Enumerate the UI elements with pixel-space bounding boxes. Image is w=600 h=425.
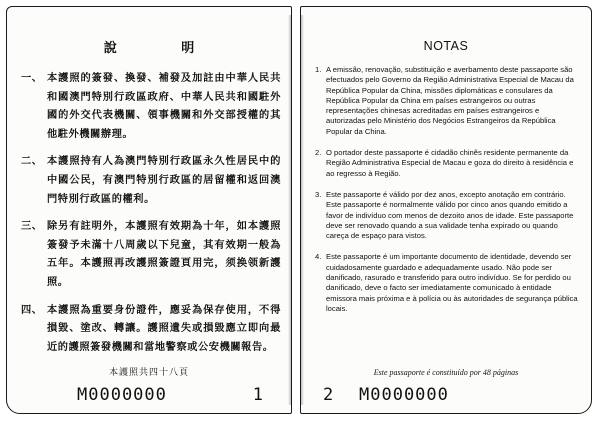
portuguese-note-3 [315,190,579,241]
left-passport-page [6,6,292,414]
page-number-right: 2 [323,385,334,405]
chinese-note-3 [21,217,281,291]
chinese-note-text: 本護照為重要身份證件，應妥為保存使用，不得損毀、塗改、轉讓。護照遺失或損毀應立即向最近的護照簽發機關和當地警察或公安機關報告。 [47,303,281,353]
chinese-note-4 [21,301,281,357]
portuguese-page-count: Este passaporte é constituído por 48 páginas [373,368,519,377]
portuguese-note-text: Este passaporte é válido por dez anos, excepto anotação em contrário. Este passaporte é normalmente válido por cinco anos quando emitido a favor de indivíduo com menos de dezoito anos de idade. Este passaporte deve ser renovado quando a sua validade tenha expirado ou quando careça de espaço para vistos. [326,189,574,241]
chinese-note-1 [21,69,281,143]
page-number-left: 1 [252,385,263,405]
chinese-note-text: 除另有註明外，本護照有效期為十年，如本護照簽發予未滿十八周歲以下兒童，其有效期一般為五年。本護照再改護照簽證頁用完，须换领新護照。 [47,220,281,288]
right-passport-page [300,6,592,414]
portuguese-note-4 [315,252,579,314]
portuguese-note-1 [315,65,579,137]
spine-shadow-left [288,15,291,405]
portuguese-note-number: 2. [315,148,322,158]
passport-serial-number-left: M0000000 [77,385,167,405]
chinese-note-text: 本護照持有人為澳門特別行政區永久性居民中的中國公民，有澳門特別行政區的居留權和返回澳門特別行政區的權利。 [47,155,281,205]
portuguese-note-number: 4. [315,252,322,262]
chinese-title: 說 明 [103,41,225,56]
chinese-note-number: 四、 [21,303,43,316]
chinese-note-number: 二、 [21,155,43,168]
chinese-note-2 [21,152,281,208]
portuguese-note-2 [315,148,579,179]
spine-shadow-right [301,15,304,405]
chinese-page-count: 本護照共四十八頁 [108,368,189,378]
portuguese-note-number: 3. [315,189,322,199]
portuguese-note-number: 1. [315,65,322,74]
chinese-note-number: 一、 [21,72,43,84]
portuguese-note-text: Este passaporte é um importante documento de identidade, devendo ser cuidadosamente guardado e adequadamente usado. Não pode ser danificado, rasurado e transferido para outro indivíduo. Se for perdido ou danificado, deve o facto ser imediatamente comunicado à entidade emissora mais próxima e à polícia ou às autoridades de segurança pública locais. [326,252,578,313]
chinese-note-text: 本護照的簽發、換發、補發及加註由中華人民共和國澳門特別行政區政府、中華人民共和國駐外國的外交代表機關、領事機關和外交部授權的其他駐外機關辦理。 [47,72,281,140]
portuguese-note-text: A emissão, renovação, substituição e averbamento deste passaporte são efectuados pelo Governo da Região Administrativa Especial de Macau da República Popular da China, missões diplomáticas e consulares da República Popular da China em países estrangeiros ou outras representações chinesas acreditadas em países estrangeiros e autorizadas pelo Ministério dos Negócios Estrangeiros da República Popular da China. [326,65,574,136]
chinese-notes-list [21,69,281,365]
portuguese-note-text: O portador deste passaporte é cidadão chinês residente permanente da Região Administrativa Especial de Macau e goza do direito à residência e ao regresso à Região. [326,148,574,178]
portuguese-notes-list [315,65,579,325]
portuguese-title: NOTAS [423,39,469,53]
passport-serial-number-right: M0000000 [359,385,449,405]
chinese-note-number: 三、 [21,220,43,233]
